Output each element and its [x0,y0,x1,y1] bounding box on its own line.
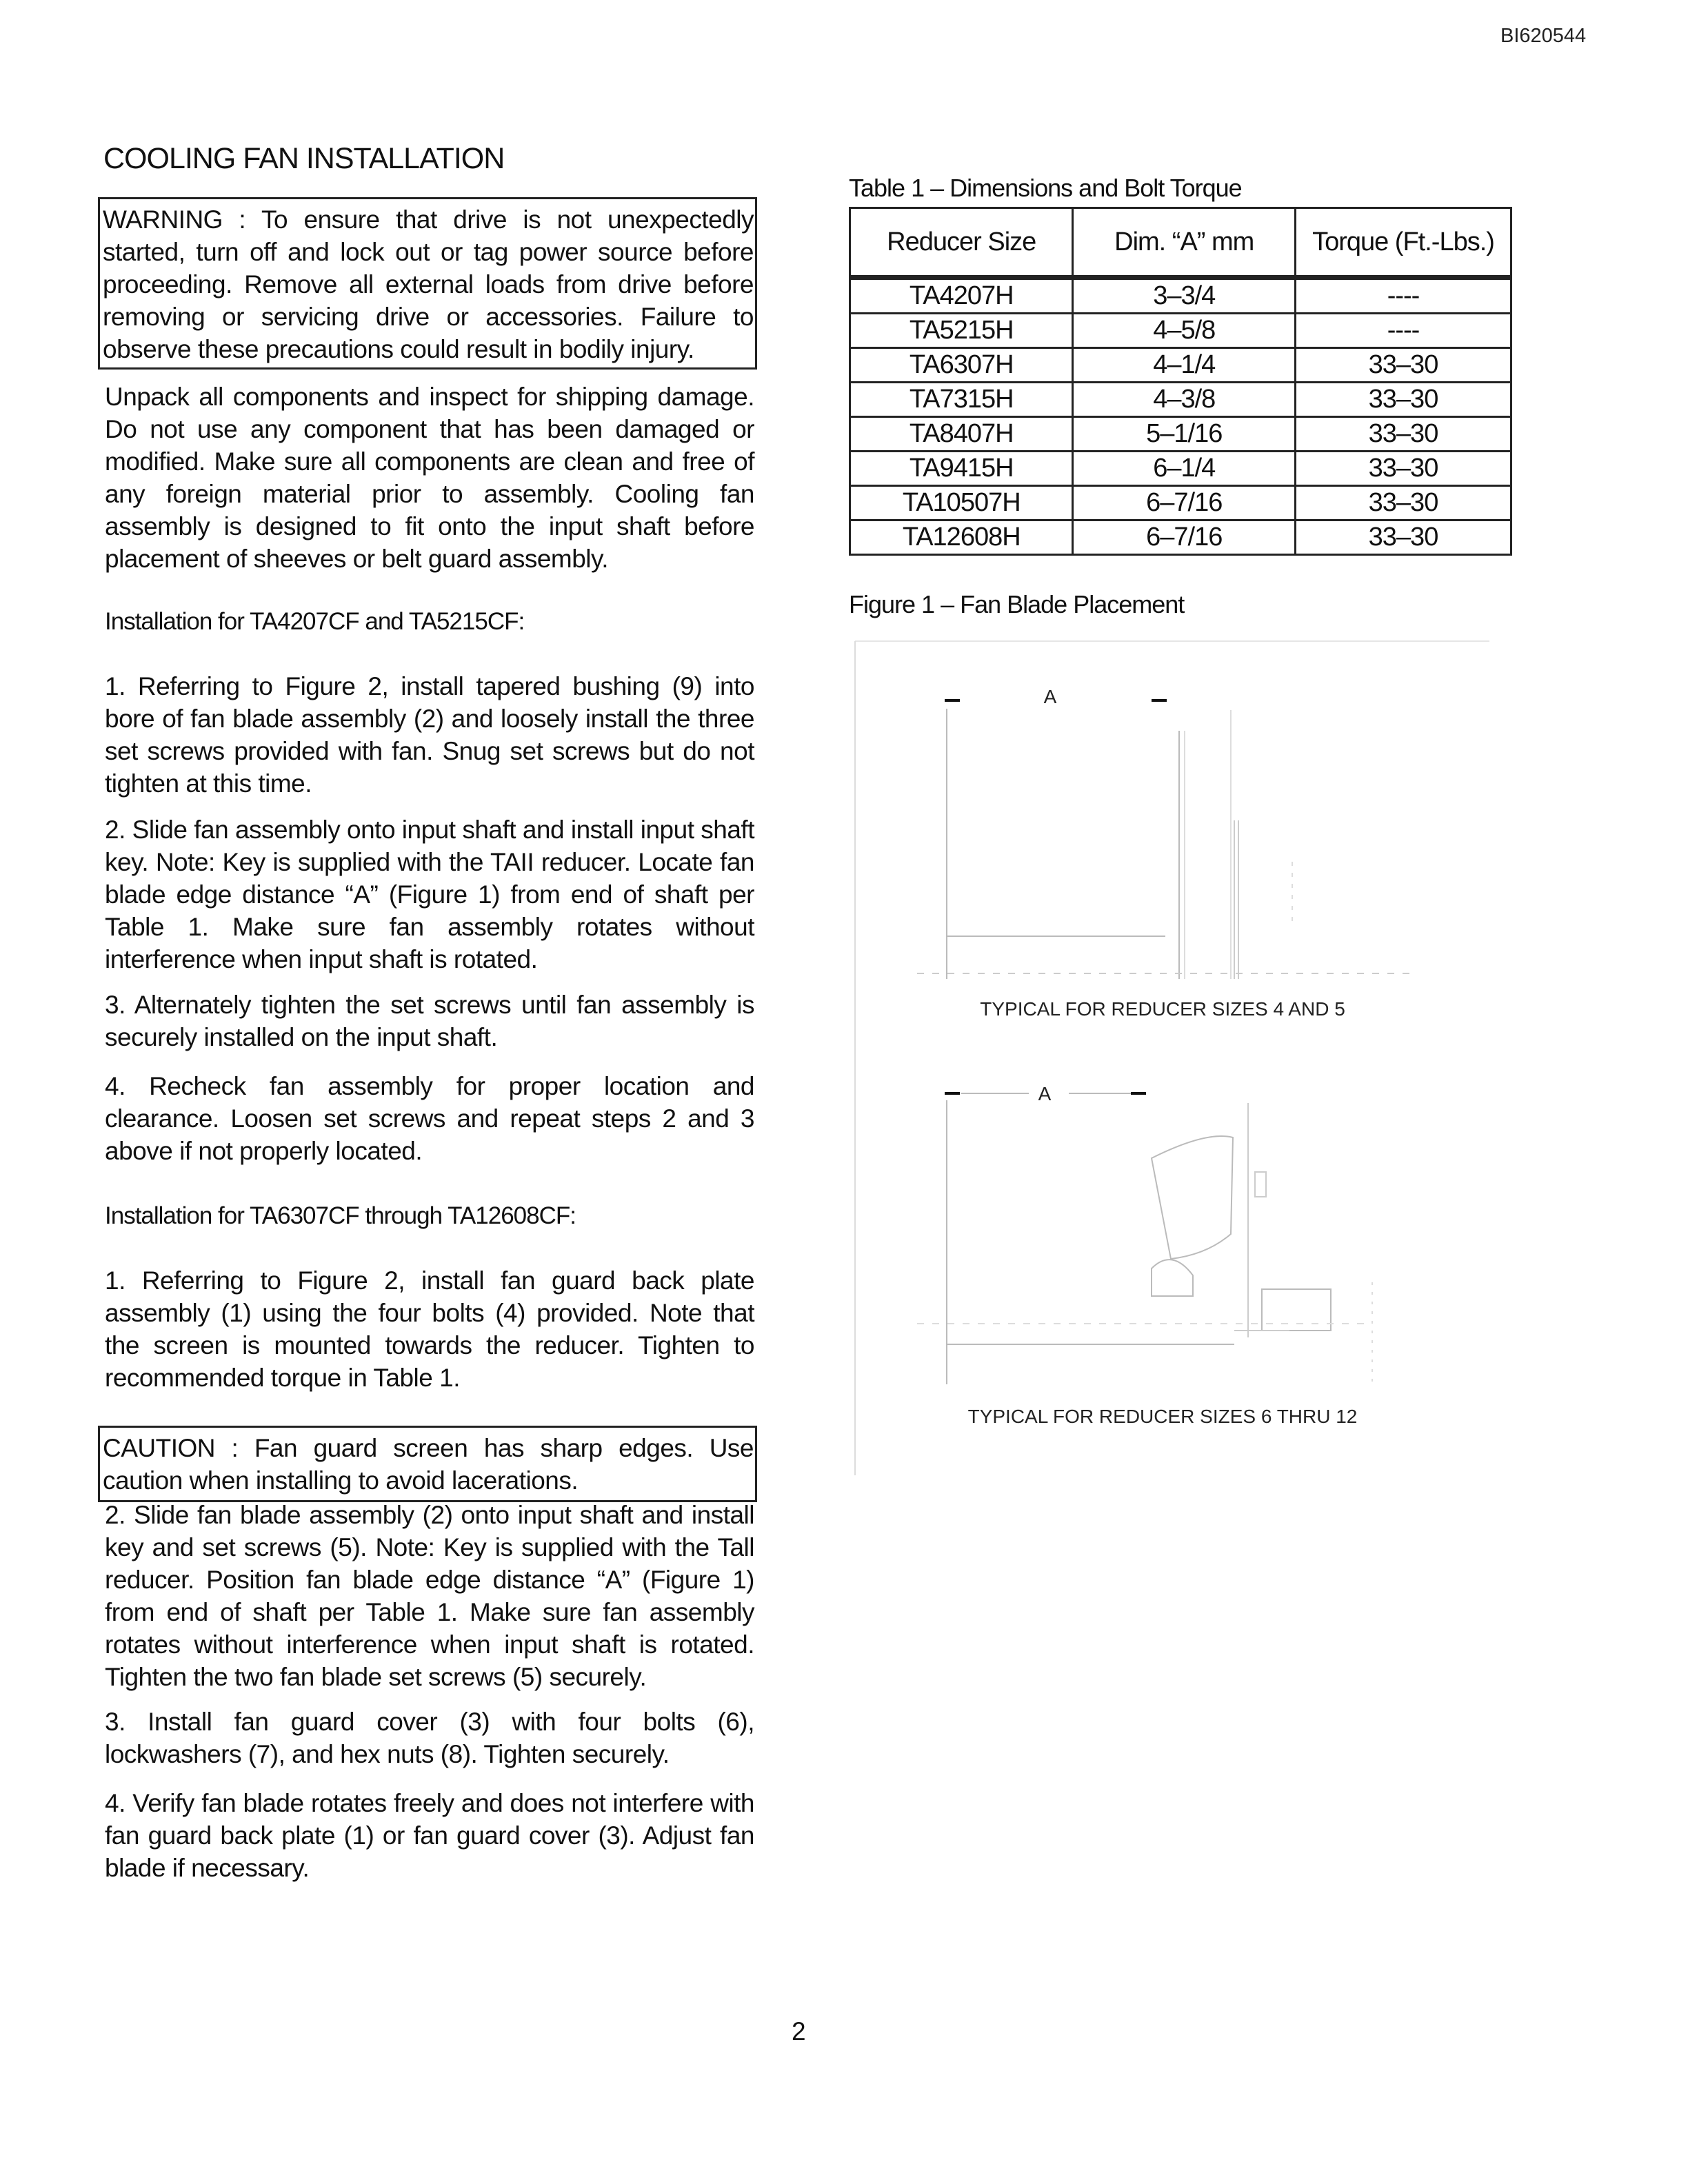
table-header-row [850,208,1511,278]
cell-torque: 33–30 [1296,383,1511,417]
page-number: 2 [792,2017,806,2045]
install-b-step-4: 4. Verify fan blade rotates freely and does not interfere with fan guard back plate (1) or fan guard cover (3). Adjust fan blade if necessary. [105,1789,754,1882]
cell-dim: 3–3/4 [1073,278,1296,314]
caution-box [98,1426,757,1502]
install-a-step-4: 4. Recheck fan assembly for proper location and clearance. Loosen set screws and repeat steps 2 and 3 above if not properly located. [105,1072,754,1165]
install-b-heading: Installation for TA6307CF through TA12608CF: [105,1202,576,1229]
dimensions-table [849,207,1512,556]
cell-torque: 33–30 [1296,452,1511,486]
install-a-heading: Installation for TA4207CF and TA5215CF: [105,608,525,635]
cell-size: TA10507H [850,486,1073,520]
cell-dim: 5–1/16 [1073,417,1296,452]
fan-blade-outline [1152,1136,1233,1259]
caution-text: CAUTION : Fan guard screen has sharp edges. Use caution when installing to avoid lacerations. [103,1434,754,1495]
sub-caption-bottom: TYPICAL FOR REDUCER SIZES 6 THRU 12 [967,1406,1358,1427]
table-row [850,520,1511,555]
table-row [850,278,1511,314]
dimension-a-label-top: A [1043,686,1057,707]
install-b-step-1: 1. Referring to Figure 2, install fan guard back plate assembly (1) using the four bolts (4) provided. Note that the screen is mounted towards the reducer. Tighten to recommended torque in Table 1. [105,1266,754,1392]
cell-size: TA7315H [850,383,1073,417]
cell-size: TA9415H [850,452,1073,486]
figure-caption: Figure 1 – Fan Blade Placement [849,590,1185,618]
table-caption: Table 1 – Dimensions and Bolt Torque [849,174,1242,202]
cell-dim: 6–7/16 [1073,486,1296,520]
cell-torque: ---- [1296,278,1511,314]
bolt-outline [1255,1172,1266,1197]
table-row [850,383,1511,417]
cell-size: TA8407H [850,417,1073,452]
cell-size: TA6307H [850,348,1073,383]
table-row [850,486,1511,520]
install-b-step-2: 2. Slide fan blade assembly (2) onto input shaft and install key and set screws (5). Note: Key is supplied with the Tall reducer. Position fan blade edge distance “A” (Figure 1) from end of shaft per Table 1. Make sure fan assembly rotates without interference when input shaft is rotated. Tighten the two fan blade set screws (5) securely. [105,1501,754,1691]
top-diagram [917,686,1414,979]
cell-dim: 4–3/8 [1073,383,1296,417]
cell-dim: 4–5/8 [1073,314,1296,348]
install-a-step-1: 1. Referring to Figure 2, install tapered bushing (9) into bore of fan blade assembly (2) and loosely install the three set screws provided with fan. Snug set screws but do not tighten at this time. [105,672,754,798]
cell-torque: 33–30 [1296,417,1511,452]
header-dim-a: Dim. “A” mm [1073,208,1296,278]
header-torque: Torque (Ft.-Lbs.) [1296,208,1511,278]
table-row [850,452,1511,486]
bottom-diagram [917,1083,1372,1384]
header-reducer-size: Reducer Size [850,208,1073,278]
cell-torque: 33–30 [1296,486,1511,520]
warning-box [98,197,757,370]
cell-dim: 6–1/4 [1073,452,1296,486]
fan-hub-outline [1152,1260,1193,1296]
cell-size: TA4207H [850,278,1073,314]
fan-blade-placement-figure [848,634,1538,1482]
table-row [850,348,1511,383]
cell-dim: 4–1/4 [1073,348,1296,383]
cell-size: TA12608H [850,520,1073,555]
install-a-step-3: 3. Alternately tighten the set screws until fan assembly is securely installed on the input shaft. [105,991,754,1051]
intro-paragraph: Unpack all components and inspect for shipping damage. Do not use any component that has been damaged or modified. Make sure all components are clean and free of any foreign material prior to assembly. Cooling fan assembly is designed to fit onto the input shaft before placement of sheeves or belt guard assembly. [105,383,754,573]
install-a-step-2: 2. Slide fan assembly onto input shaft and install input shaft key. Note: Key is supplied with the TAII reducer. Locate fan blade edge distance “A” (Figure 1) from end of shaft per Table 1. Make sure fan assembly rotates without interference when input shaft is rotated. [105,816,754,973]
dimension-a-label-bottom: A [1038,1083,1052,1104]
cell-dim: 6–7/16 [1073,520,1296,555]
cell-torque: 33–30 [1296,348,1511,383]
table-row [850,314,1511,348]
warning-text: WARNING : To ensure that drive is not unexpectedly started, turn off and lock out or tag power source before proceeding. Remove all external loads from drive before removing or servicing drive or accessories. Failure to observe these precautions could result in bodily injury. [103,205,754,363]
install-b-step-3: 3. Install fan guard cover (3) with four bolts (6), lockwashers (7), and hex nuts (8). Tighten securely. [105,1708,754,1768]
cell-size: TA5215H [850,314,1073,348]
cell-torque: 33–30 [1296,520,1511,555]
cell-torque: ---- [1296,314,1511,348]
document-id: BI620544 [1500,25,1587,47]
sub-caption-top: TYPICAL FOR REDUCER SIZES 4 AND 5 [980,998,1345,1020]
section-title: COOLING FAN INSTALLATION [103,142,505,175]
table-row [850,417,1511,452]
